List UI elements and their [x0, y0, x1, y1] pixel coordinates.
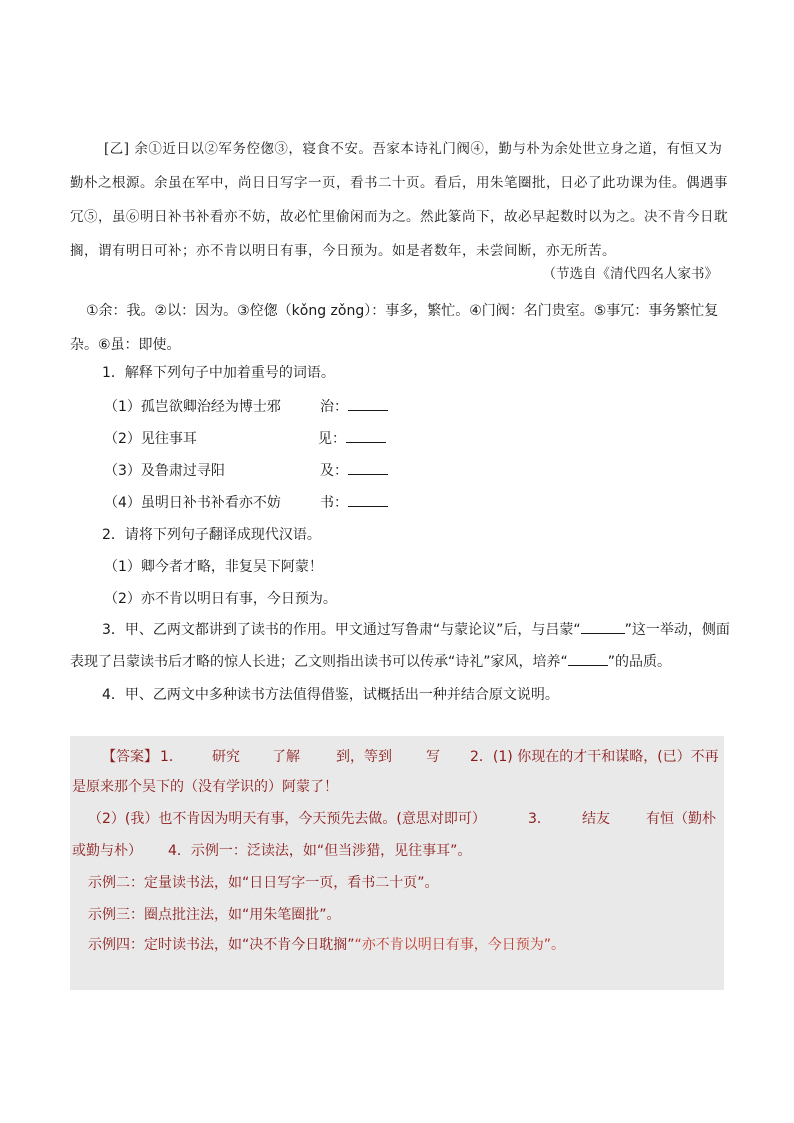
answer-2-line-1: 2．(1) 你现在的才干和谋略，(已）不再 — [470, 749, 719, 765]
question-1-blank-1: 治： — [320, 396, 388, 416]
answer-blank[interactable] — [348, 492, 388, 507]
answer-1-number: 1． — [160, 749, 183, 765]
answer-3-line-2: 或勤与朴） — [72, 843, 142, 859]
question-1-blank-4: 书： — [320, 492, 388, 512]
answer-2-item-2: （2）(我）也不肯因为明天有事，今天预先去做。(意思对即可） — [88, 811, 486, 827]
passage-source: （节选自《清代四名人家书》 — [542, 266, 718, 282]
answer-tag: 【答案】 — [102, 749, 158, 765]
answer-blank[interactable] — [581, 619, 625, 634]
question-1-blank-3: 及： — [320, 460, 388, 480]
answer-1-word-2: 了解 — [272, 749, 300, 765]
question-1-item-1: （1）孤岂欲卿治经为博士邪 — [104, 399, 281, 415]
answer-1-word-4: 写 — [426, 749, 440, 765]
question-1-item-4: （4）虽明日补书补看亦不妨 — [104, 495, 281, 511]
question-3: 3．甲、乙两文都讲到了读书的作用。甲文通过写鲁肃“与蒙论议”后，与吕蒙“ ”这一举动，侧面表现了吕蒙读书后才略的惊人长进；乙文则指出读书可以传承“诗礼”家风，培养“ ”的品质。 — [70, 614, 730, 678]
question-1-item-2: （2）见往事耳 — [104, 431, 197, 447]
answer-3-word-1: 结友 — [582, 811, 610, 827]
answer-blank[interactable] — [346, 428, 386, 443]
answer-4-example-1: 4．示例一：泛读法，如“但当涉猎，见往事耳”。 — [168, 843, 472, 859]
question-2-item-1: （1）卿今者才略，非复吴下阿蒙！ — [104, 559, 323, 575]
answer-3-number: 3． — [528, 811, 551, 827]
question-1-blank-2: 见： — [318, 428, 386, 448]
passage-yi: [乙] 余①近日以②军务倥偬③，寝食不安。吾家本诗礼门阀④，勤与朴为余处世立身之道，有恒又为勤朴之根源。余虽在军中，尚日日写字一页，看书二十页。看后，用朱笔圈批，日必了此功课为佳。偶遇事冗⑤，虽⑥明日补书补看亦不妨，故必忙里偷闲而为之。然此篆尚下，故必早起数时以为之。决不肯今日耽搁，谓有明日可补；亦不肯以明日有事，今日预为。如是者数年，未尝间断，亦无所苦。 — [70, 141, 728, 259]
question-2-prompt: 2．请将下列句子翻译成现代汉语。 — [102, 527, 321, 543]
answer-2-line-2: 是原来那个吴下的（没有学识的）阿蒙了！ — [72, 779, 338, 795]
question-2-item-2: （2）亦不肯以明日有事，今日预为。 — [104, 591, 337, 607]
answer-blank[interactable] — [348, 396, 388, 411]
answer-4-example-3: 示例三：圈点批注法，如“用朱笔圈批”。 — [88, 907, 341, 923]
answer-4-example-2: 示例二：定量读书法，如“日日写字一页，看书二十页”。 — [88, 875, 439, 891]
answer-3-word-2: 有恒（勤朴 — [646, 811, 716, 827]
answer-1-word-1: 研究 — [212, 749, 240, 765]
answer-1-word-3: 到，等到 — [336, 749, 392, 765]
question-1-prompt: 1．解释下列句子中加着重号的词语。 — [102, 365, 335, 381]
question-4: 4．甲、乙两文中多种读书方法值得借鉴，试概括出一种并结合原文说明。 — [102, 687, 559, 703]
answer-4-example-4: 示例四：定时读书法，如“决不肯今日耽搁”“亦不肯以明日有事，今日预为”。 — [88, 937, 566, 953]
answer-blank[interactable] — [348, 460, 388, 475]
question-1-item-3: （3）及鲁肃过寻阳 — [104, 463, 225, 479]
answer-blank[interactable] — [568, 651, 608, 666]
annotations: ①余：我。②以：因为。③倥偬（kǒng zǒng）：事多，繁忙。④门阀：名门贵室。⑤事冗：事务繁忙复杂。⑥虽：即使。 — [70, 303, 719, 353]
